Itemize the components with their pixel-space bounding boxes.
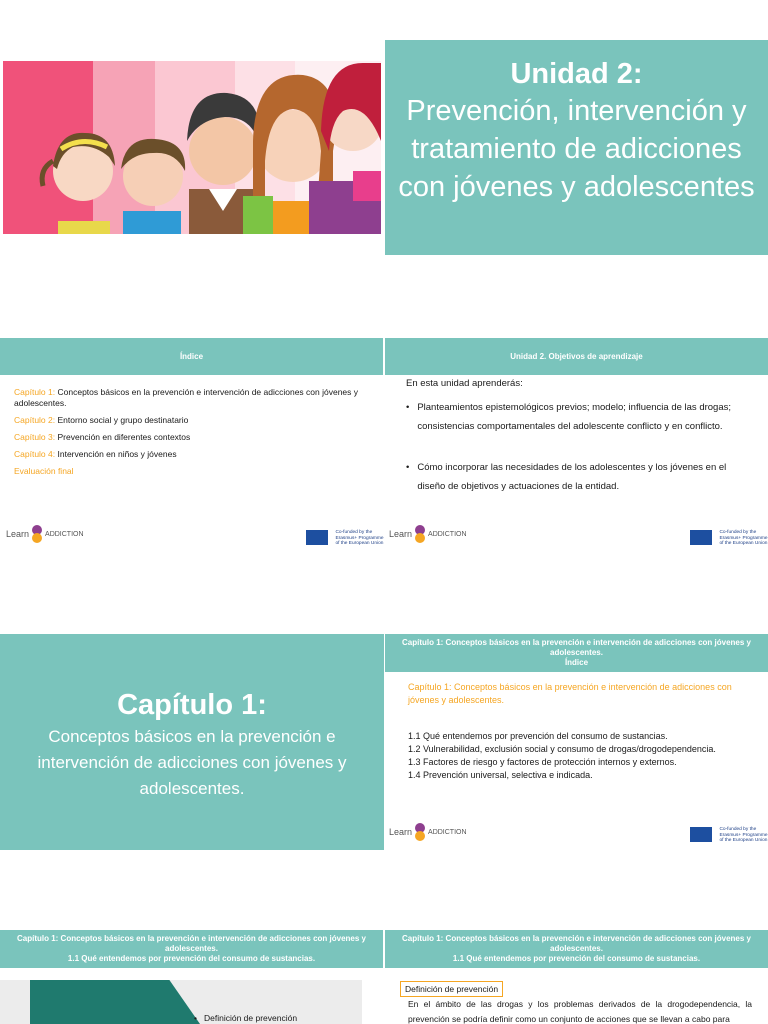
logo-addiction-text: ADDICTION — [428, 828, 467, 836]
index-item[interactable] — [14, 449, 376, 460]
objective-item: • Planteamientos epistemológicos previos; modelo; influencia de las drogas; consistencias comportamentales del adolescente conflicto y en conflicto. — [406, 402, 732, 432]
index-item-label: Capítulo 4: — [14, 449, 56, 459]
hero-illustration — [3, 61, 381, 234]
unit-subtitle: Prevención, intervención y tratamiento de adicciones con jóvenes y adolescentes — [398, 95, 755, 203]
section-header-text: Capítulo 1: Conceptos básicos en la prevención e intervención de adicciones con jóvenes y adolescentes. — [17, 934, 366, 953]
index-item[interactable] — [14, 415, 376, 426]
logo-learn-text: Learn — [6, 529, 30, 539]
logo-mark-icon — [30, 524, 44, 544]
objectives-header-text: Unidad 2. Objetivos de aprendizaje — [510, 351, 643, 361]
unit-title-box — [385, 40, 768, 255]
eu-flag-icon — [690, 827, 712, 842]
objective-item: • Cómo incorporar las necesidades de los adolescentes y los jóvenes en el diseño de objetivos y actuaciones de la entidad. — [406, 462, 727, 492]
section-bullet-text: Definición de prevención — [203, 1013, 298, 1023]
index-item-text: Intervención en niños y jóvenes — [57, 449, 177, 459]
logo-mark-icon — [413, 524, 427, 544]
chapter-index-heading: Capítulo 1: Conceptos básicos en la prevención e intervención de adicciones con jóvenes y adolescentes. — [408, 682, 732, 705]
logo-learn-text: Learn — [389, 529, 413, 539]
definition-header-sub: 1.1 Qué entendemos por prevención del consumo de sustancias. — [452, 954, 701, 963]
index-item[interactable] — [14, 387, 376, 409]
section-header — [0, 930, 383, 968]
index-item[interactable] — [14, 432, 376, 443]
index-item-label: Capítulo 1: — [14, 387, 56, 397]
unit-title: Unidad 2: — [510, 58, 643, 90]
section-header-sub: 1.1 Qué entendemos por prevención del consumo de sustancias. — [67, 954, 316, 963]
definition-label-box — [400, 979, 503, 997]
chapter-index-header-sub: Índice — [564, 658, 589, 667]
chapter-index-item[interactable]: 1.2 Vulnerabilidad, exclusión social y consumo de drogas/drogodependencia. — [408, 744, 716, 754]
logo-addiction-text: ADDICTION — [45, 530, 84, 538]
definition-label: Definición de prevención — [400, 981, 503, 997]
eu-flag-icon — [690, 530, 712, 545]
chapter-index-item[interactable]: 1.3 Factores de riesgo y factores de protección internos y externos. — [408, 757, 677, 767]
objectives-content — [406, 377, 752, 496]
logo-addiction-text: ADDICTION — [428, 530, 467, 538]
chapter-index-content — [408, 681, 753, 782]
chapter-index-item[interactable]: 1.4 Prevención universal, selectiva e indicada. — [408, 770, 593, 780]
index-header — [0, 338, 383, 375]
objectives-header — [385, 338, 768, 375]
index-item-label: Capítulo 3: — [14, 432, 56, 442]
chapter-index-list — [408, 730, 753, 782]
index-item[interactable] — [14, 466, 376, 477]
chapter-index-item[interactable]: 1.1 Qué entendemos por prevención del consumo de sustancias. — [408, 731, 668, 741]
eu-flag-icon — [306, 530, 328, 545]
chapter-index-header-text: Capítulo 1: Conceptos básicos en la prevención e intervención de adicciones con jóvenes y adolescentes. — [402, 638, 751, 657]
learn-addiction-logo — [389, 524, 467, 544]
eu-cofunded-badge: Co-funded by the Erasmus+ Programme of the European Union — [690, 530, 768, 550]
index-header-text: Índice — [179, 351, 204, 361]
definition-header — [385, 930, 768, 968]
chapter-title-box — [0, 634, 384, 850]
logo-mark-icon — [413, 822, 427, 842]
learn-addiction-logo — [389, 822, 467, 842]
eu-cofunded-badge: Co-funded by the Erasmus+ Programme of the European Union — [690, 827, 768, 847]
index-item-label: Capítulo 2: — [14, 415, 56, 425]
index-item-text: Prevención en diferentes contextos — [57, 432, 191, 442]
chapter-subtitle: Conceptos básicos en la prevención e intervención de adicciones con jóvenes y adolescentes. — [37, 727, 347, 798]
index-list — [14, 387, 376, 483]
definition-header-text: Capítulo 1: Conceptos básicos en la prevención e intervención de adicciones con jóvenes y adolescentes. — [402, 934, 751, 953]
chapter-index-header — [385, 634, 768, 672]
learn-addiction-logo — [6, 524, 84, 544]
index-item-label: Evaluación final — [14, 466, 74, 476]
logo-learn-text: Learn — [389, 827, 413, 837]
chapter-title: Capítulo 1: — [117, 689, 267, 721]
objectives-intro: En esta unidad aprenderás: — [406, 378, 523, 389]
definition-paragraph: En el ámbito de las drogas y los problemas derivados de la drogodependencia, la prevención se podría definir como un conjunto de acciones que se llevan a cabo para — [408, 999, 752, 1024]
index-item-text: Entorno social y grupo destinatario — [57, 415, 189, 425]
index-item-text: Conceptos básicos en la prevención e intervención de adicciones con jóvenes y adolescentes. — [14, 387, 359, 408]
section-bullet[interactable]: • Definición de prevención — [194, 1013, 298, 1023]
eu-cofunded-badge: Co-funded by the Erasmus+ Programme of the European Union — [306, 530, 384, 550]
